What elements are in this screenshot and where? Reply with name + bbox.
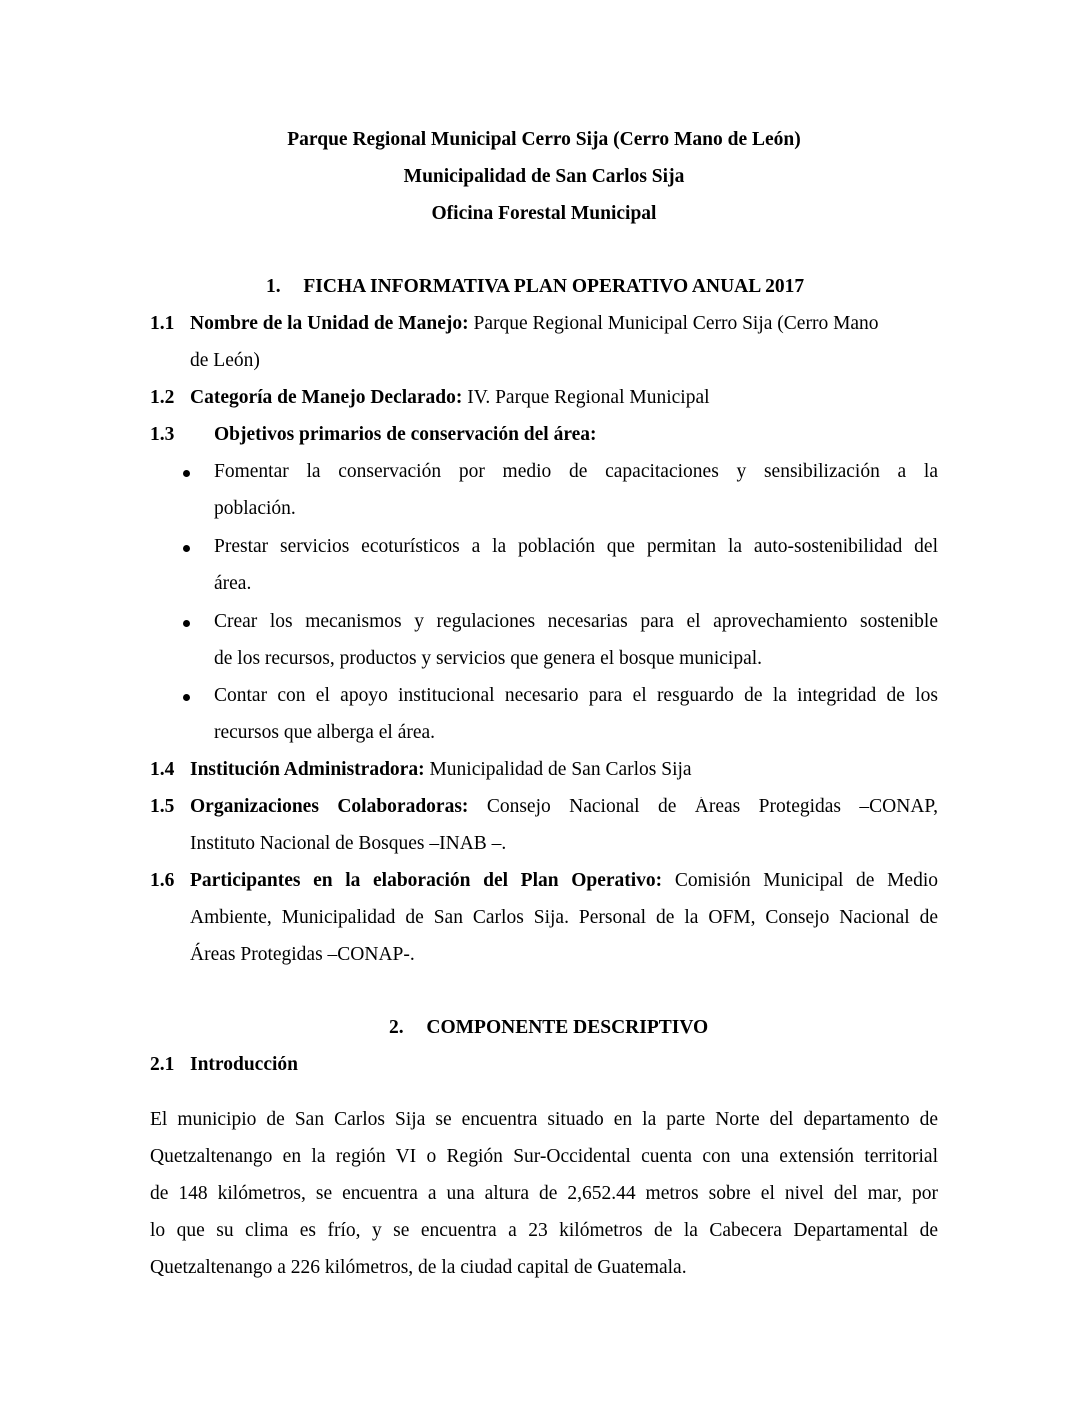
item-1-2-text: IV. Parque Regional Municipal (467, 387, 710, 408)
item-2-1-number: 2.1 (150, 1054, 175, 1075)
item-1-1-line (190, 314, 879, 334)
bullet-2-line-a: Prestar servicios ecoturísticos a la población que permitan la auto-sostenibilidad del (214, 537, 938, 557)
intro-paragraph-line: Quetzaltenango a 226 kilómetros, de la ciudad capital de Guatemala. (150, 1257, 687, 1278)
item-1-5-label: Organizaciones Colaboradoras: (190, 797, 469, 817)
item-1-1-label: Nombre de la Unidad de Manejo: (190, 313, 469, 334)
intro-paragraph-line: El municipio de San Carlos Sija se encuentra situado en la parte Norte del departamento de (150, 1110, 938, 1130)
bullet-icon (183, 545, 190, 552)
item-1-6-line (190, 871, 938, 893)
item-1-4-line (190, 760, 692, 780)
intro-paragraph-line: de 148 kilómetros, se encuentra a una altura de 2,652.44 metros sobre el nivel del mar, por (150, 1184, 938, 1204)
bullet-icon (183, 620, 190, 627)
item-1-6-text-b: Ambiente, Municipalidad de San Carlos Sija. Personal de la OFM, Consejo Nacional de (190, 908, 938, 928)
section-2-title: COMPONENTE DESCRIPTIVO (426, 1017, 709, 1038)
item-1-5-line (190, 797, 938, 819)
bullet-1-line-b: población. (214, 498, 296, 519)
item-1-5-text-b: Instituto Nacional de Bosques –INAB –. (190, 833, 507, 854)
bullet-2-line-b: área. (214, 573, 252, 594)
item-1-6-number: 1.6 (150, 870, 175, 891)
item-1-5-text-a: Consejo Nacional de Áreas Protegidas –CONAP, (486, 797, 938, 817)
section-2-number: 2. (389, 1017, 404, 1038)
bullet-1-line-a: Fomentar la conservación por medio de capacitaciones y sensibilización a la (214, 462, 938, 482)
item-1-5-number: 1.5 (150, 796, 175, 817)
item-1-6-label: Participantes en la elaboración del Plan Operativo: (190, 871, 663, 891)
bullet-3-line-a: Crear los mecanismos y regulaciones necesarias para el aprovechamiento sostenible (214, 612, 938, 632)
item-1-3-number: 1.3 (150, 424, 175, 445)
item-1-4-text: Municipalidad de San Carlos Sija (429, 759, 692, 780)
item-2-1-label: Introducción (190, 1054, 298, 1075)
intro-paragraph-line: lo que su clima es frío, y se encuentra a 23 kilómetros de la Cabecera Departamental de (150, 1221, 938, 1241)
item-1-1-number: 1.1 (150, 313, 175, 334)
item-1-4-number: 1.4 (150, 759, 175, 780)
section-2-heading (389, 1018, 708, 1038)
item-1-2-label: Categoría de Manejo Declarado: (190, 387, 463, 408)
item-1-2-line (190, 388, 710, 408)
item-1-1-text-a: Parque Regional Municipal Cerro Sija (Cerro Mano (473, 313, 879, 334)
item-1-3-label: Objetivos primarios de conservación del área: (214, 424, 597, 445)
header-line-1: Parque Regional Municipal Cerro Sija (Cerro Mano de León) (287, 129, 801, 150)
bullet-4-line-a: Contar con el apoyo institucional necesario para el resguardo de la integridad de los (214, 686, 938, 706)
intro-paragraph-line: Quetzaltenango en la región VI o Región Sur-Occidental cuenta con una extensión territorial (150, 1147, 938, 1167)
bullet-icon (183, 694, 190, 701)
section-1-heading (266, 277, 804, 297)
item-1-6-text-a: Comisión Municipal de Medio (674, 871, 938, 891)
item-1-6-text-c: Áreas Protegidas –CONAP-. (190, 944, 415, 965)
bullet-4-line-b: recursos que alberga el área. (214, 722, 436, 743)
section-1-number: 1. (266, 276, 281, 297)
bullet-icon (183, 470, 190, 477)
header-line-2: Municipalidad de San Carlos Sija (403, 166, 685, 187)
header-line-3: Oficina Forestal Municipal (431, 203, 657, 224)
item-1-4-label: Institución Administradora: (190, 759, 425, 780)
item-1-2-number: 1.2 (150, 387, 175, 408)
bullet-3-line-b: de los recursos, productos y servicios que genera el bosque municipal. (214, 648, 763, 669)
item-1-1-text-b: de León) (190, 350, 260, 371)
section-1-title: FICHA INFORMATIVA PLAN OPERATIVO ANUAL 2017 (303, 276, 805, 297)
